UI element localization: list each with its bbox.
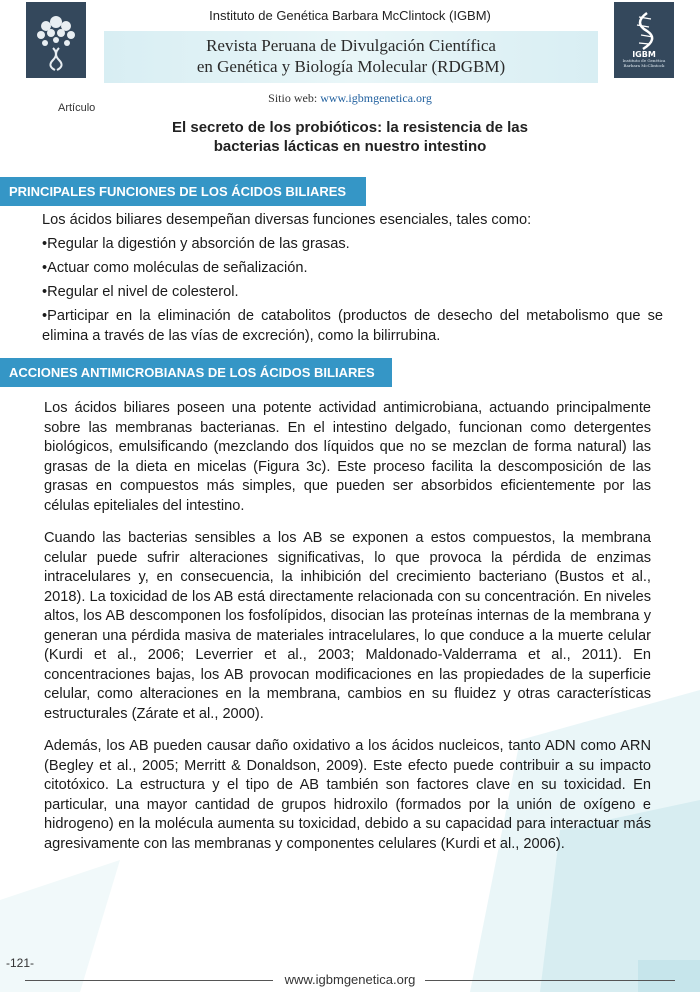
website-link[interactable]: www.igbmgenetica.org xyxy=(320,91,432,105)
article-type: Artículo xyxy=(58,102,96,114)
dna-icon xyxy=(627,11,661,51)
journal-title xyxy=(104,35,598,77)
logo-right-text: IGBM xyxy=(632,50,656,60)
article-title-line1: El secreto de los probióticos: la resistencia de las xyxy=(172,119,528,136)
section-heading-functions: PRINCIPALES FUNCIONES DE LOS ÁCIDOS BILIARES xyxy=(0,177,366,206)
article-title xyxy=(110,118,590,156)
footer-website-link[interactable]: www.igbmgenetica.org xyxy=(284,972,416,987)
logo-right-sub1: Instituto de Genética xyxy=(622,58,666,64)
list-item: •Participar en la eliminación de catabolitos (productos de desecho del metabolismo que se elimina a través de las vías de excreción), como la bilirrubina. xyxy=(42,308,663,344)
section-antimicrobial-body xyxy=(44,399,651,854)
journal-title-line2: en Genética y Biología Molecular (RDGBM) xyxy=(196,57,506,76)
website-line xyxy=(0,91,700,106)
section-heading-antimicrobial: ACCIONES ANTIMICROBIANAS DE LOS ÁCIDOS BILIARES xyxy=(0,358,392,387)
journal-title-line1: Revista Peruana de Divulgación Científica xyxy=(206,36,496,55)
article-title-line2: bacterias lácticas en nuestro intestino xyxy=(213,138,487,155)
list-item: •Regular la digestión y absorción de las grasas. xyxy=(42,236,350,252)
paragraph: Además, los AB pueden causar daño oxidativo a los ácidos nucleicos, tanto ADN como ARN (Begley et al., 2005; Merritt & Donaldson, 2009). Este efecto puede contribuir a su impacto citotóxico. La estructura y el tipo de AB también son factores clave en su toxicidad. En particular, una mayor cantidad de grupos hidroxilo (formados por la unión de oxígeno e hidrogeno) en la molécula aumenta su toxicidad, debido a su capacidad para interactuar más agresivamente con las membranas y componentes celulares (Kurdi et al., 2006). xyxy=(44,738,651,852)
section-functions-body xyxy=(42,211,663,346)
list-item: •Regular el nivel de colesterol. xyxy=(42,284,239,300)
institute-name: Instituto de Genética Barbara McClintock (IGBM) xyxy=(209,8,491,23)
list-item: •Actuar como moléculas de señalización. xyxy=(42,260,308,276)
page-number: -121- xyxy=(6,956,35,970)
functions-intro: Los ácidos biliares desempeñan diversas funciones esenciales, tales como: xyxy=(42,212,532,228)
logo-right-sub2: Barbara McClintock xyxy=(623,63,665,68)
paragraph: Cuando las bacterias sensibles a los AB se exponen a estos compuestos, la membrana celular puede sufrir alteraciones significativas, lo que provoca la pérdida de enzimas intracelulares y, en consecuencia, la inhibición del crecimiento bacteriano (Bustos et al., 2018). La toxicidad de los AB está directamente relacionada con su concentración. En niveles altos, los AB descomponen los fosfolípidos, disocian las proteínas internas de la membrana y generan una pérdida masiva de materiales intracelulares, lo que conduce a la muerte celular (Kurdi et al., 2006; Leverrier et al., 2003; Maldonado-Valderrama et al., 2011). En concentraciones bajas, los AB provocan modificaciones en las propiedades de la superficie celular, como alteraciones en la membrana, cambios en su fluidez y otras características estructurales (Zárate et al., 2000). xyxy=(44,530,651,722)
institute-logo-right xyxy=(614,2,674,78)
paragraph: Los ácidos biliares poseen una potente actividad antimicrobiana, actuando principalmente sobre las membranas bacterianas. En el intestino delgado, funcionan como detergentes biológicos, emulsificando (mezclando dos líquidos que no se mezclan de forma natural) las grasas de la dieta en micelas (Figura 3c). Este proceso facilita la descomposición de las grasas en compuestos más simples, que pueden ser absorbidos eficientemente por las células epiteliales del intestino. xyxy=(44,400,651,514)
website-label: Sitio web: xyxy=(268,91,318,105)
